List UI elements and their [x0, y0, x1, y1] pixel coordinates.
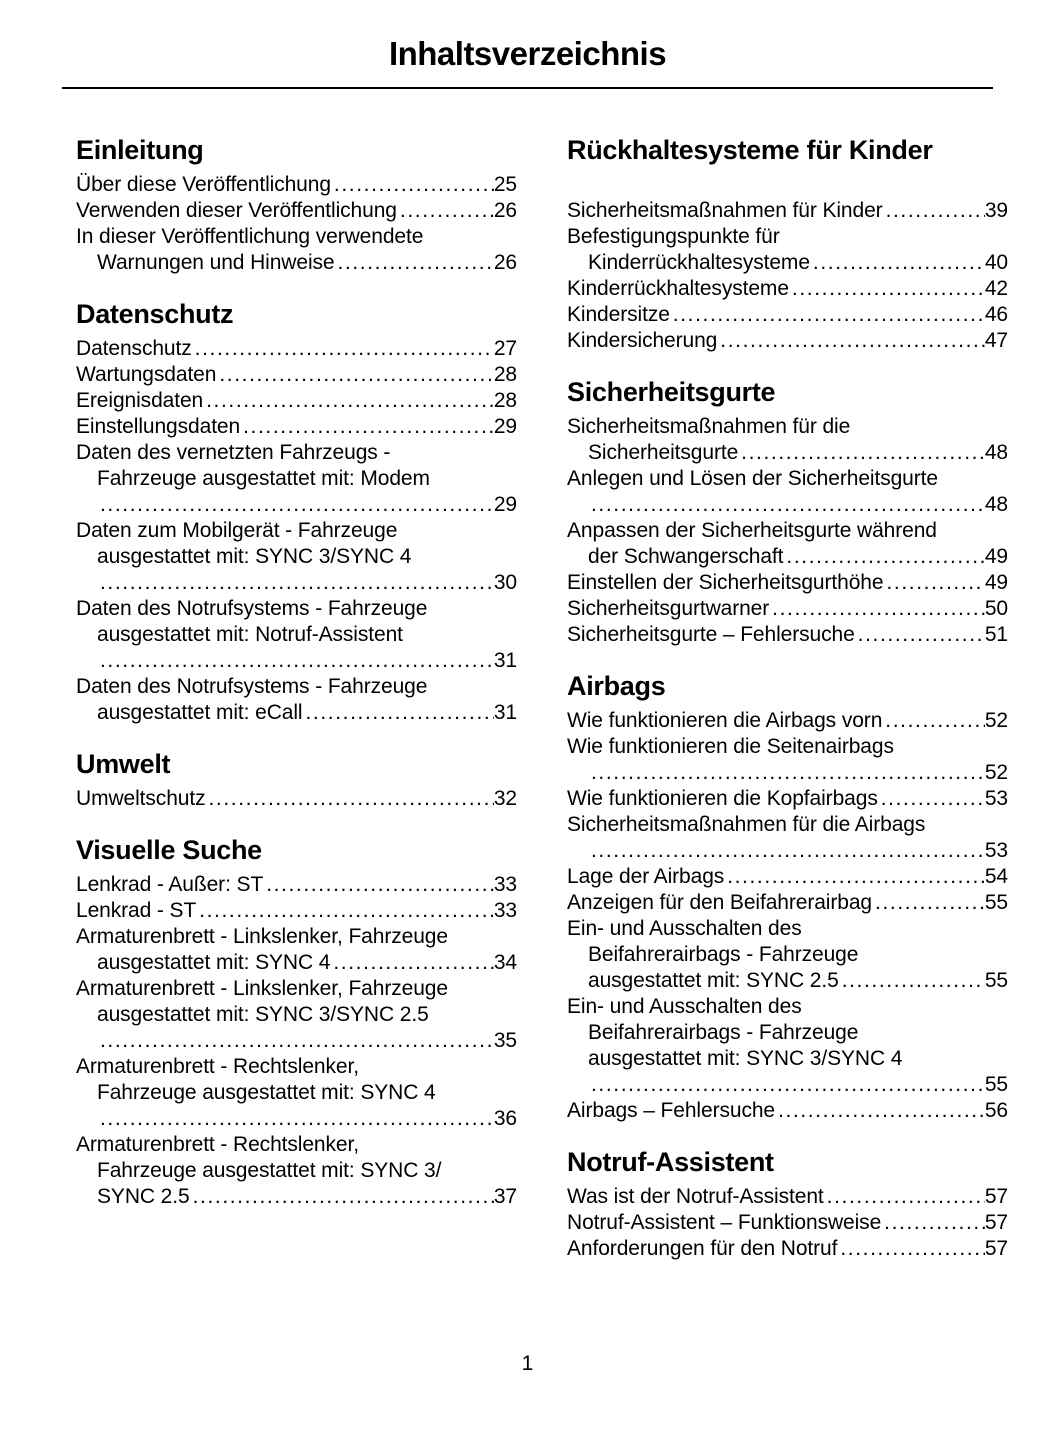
page-ref: 48	[984, 493, 1008, 516]
page-ref: 27	[493, 337, 517, 360]
dot-leader	[670, 302, 985, 328]
entry-line: Daten des Notrufsystems - Fahrzeuge	[76, 675, 428, 698]
entry-line	[567, 864, 1008, 890]
entry-text: ausgestattet mit: SYNC 2.5	[588, 969, 839, 992]
entry-text: Lenkrad - Außer: ST	[76, 873, 264, 896]
entry-text: Anforderungen für den Notruf	[567, 1237, 838, 1260]
entry-line	[76, 336, 517, 362]
entry-line	[567, 760, 1008, 786]
entry-line: Beifahrerairbags - Fahrzeuge	[588, 1021, 859, 1044]
page-ref: 31	[493, 701, 517, 724]
entry-line	[76, 872, 517, 898]
toc-entry[interactable]	[76, 924, 517, 976]
toc-entry[interactable]	[567, 224, 1008, 276]
toc-entry[interactable]	[567, 812, 1008, 864]
entry-line	[76, 414, 517, 440]
entry-text: Lage der Airbags	[567, 865, 725, 888]
toc-columns	[0, 89, 1055, 1262]
toc-column	[567, 134, 1008, 1262]
toc-section	[76, 834, 517, 1210]
toc-entry[interactable]	[567, 864, 1008, 890]
entry-text: Notruf-Assistent – Funktionsweise	[567, 1211, 882, 1234]
toc-entry[interactable]	[567, 890, 1008, 916]
toc-column	[76, 134, 517, 1262]
entry-text: Airbags – Fehlersuche	[567, 1099, 776, 1122]
entry-line: Wie funktionieren die Seitenairbags	[567, 735, 894, 758]
toc-entry[interactable]	[567, 1184, 1008, 1210]
dot-leader	[588, 760, 985, 786]
entry-text: Kinderrückhaltesysteme	[567, 277, 789, 300]
page-ref: 29	[493, 415, 517, 438]
page-ref: 57	[984, 1211, 1008, 1234]
toc-entry[interactable]	[567, 518, 1008, 570]
dot-leader	[97, 648, 494, 674]
entry-line: Sicherheitsmaßnahmen für die Airbags	[567, 813, 926, 836]
entry-text: Was ist der Notruf-Assistent	[567, 1185, 824, 1208]
toc-entry[interactable]	[76, 440, 517, 518]
toc-entry[interactable]	[76, 414, 517, 440]
page-ref: 49	[984, 545, 1008, 568]
page-ref: 57	[984, 1185, 1008, 1208]
dot-leader	[738, 440, 985, 466]
entry-text: ausgestattet mit: eCall	[97, 701, 303, 724]
page-ref: 40	[984, 251, 1008, 274]
entry-line: ausgestattet mit: SYNC 3/SYNC 2.5	[97, 1003, 429, 1026]
page-ref: 26	[493, 251, 517, 274]
toc-entry[interactable]	[76, 388, 517, 414]
toc-entry[interactable]	[76, 976, 517, 1054]
entry-line	[76, 570, 517, 596]
entry-line	[76, 950, 517, 976]
entry-text: Umweltschutz	[76, 787, 206, 810]
toc-entry[interactable]	[567, 414, 1008, 466]
toc-entry[interactable]	[76, 786, 517, 812]
page-number: 1	[521, 1352, 534, 1375]
entry-line: Armaturenbrett - Linkslenker, Fahrzeuge	[76, 977, 448, 1000]
dot-leader	[717, 328, 985, 354]
entry-text: ausgestattet mit: SYNC 4	[97, 951, 331, 974]
entry-line	[567, 838, 1008, 864]
dot-leader	[192, 336, 494, 362]
entry-line: Daten des vernetzten Fahrzeugs -	[76, 441, 391, 464]
dot-leader	[216, 362, 493, 388]
entry-text: Ereignisdaten	[76, 389, 204, 412]
entry-text: Einstellungsdaten	[76, 415, 241, 438]
dot-leader	[335, 250, 494, 276]
entry-line	[567, 1210, 1008, 1236]
toc-entry[interactable]	[567, 570, 1008, 596]
entry-line: Beifahrerairbags - Fahrzeuge	[588, 943, 859, 966]
toc-section	[76, 748, 517, 812]
dot-leader	[206, 786, 494, 812]
entry-line	[567, 1184, 1008, 1210]
dot-leader	[190, 1184, 494, 1210]
entry-line	[567, 1236, 1008, 1262]
page-ref: 47	[984, 329, 1008, 352]
page-ref: 33	[493, 873, 517, 896]
page-ref: 39	[984, 199, 1008, 222]
entry-text: Wie funktionieren die Airbags vorn	[567, 709, 883, 732]
entry-line: Anlegen und Lösen der Sicherheitsgurte	[567, 467, 938, 490]
entry-line	[567, 1072, 1008, 1098]
entry-line: Ein- und Ausschalten des	[567, 995, 802, 1018]
dot-leader	[97, 1106, 494, 1132]
toc-entry[interactable]	[567, 276, 1008, 302]
dot-leader	[783, 544, 984, 570]
entry-text: der Schwangerschaft	[588, 545, 784, 568]
page-ref: 30	[493, 571, 517, 594]
toc-entry[interactable]	[76, 1132, 517, 1210]
dot-leader	[97, 492, 494, 518]
toc-entry[interactable]	[567, 786, 1008, 812]
entry-text: Sicherheitsgurte – Fehlersuche	[567, 623, 855, 646]
page-title: Inhaltsverzeichnis	[388, 35, 667, 72]
entry-line	[567, 1098, 1008, 1124]
page-ref: 29	[493, 493, 517, 516]
dot-leader	[824, 1184, 985, 1210]
toc-entry[interactable]	[567, 622, 1008, 648]
entry-text: Verwenden dieser Veröffentlichung	[76, 199, 397, 222]
entry-text: Wartungsdaten	[76, 363, 217, 386]
toc-entry[interactable]	[567, 596, 1008, 622]
entry-line	[76, 1028, 517, 1054]
toc-entry[interactable]	[567, 328, 1008, 354]
entry-line: Ein- und Ausschalten des	[567, 917, 802, 940]
entry-line: Fahrzeuge ausgestattet mit: Modem	[97, 467, 430, 490]
page-ref: 48	[984, 441, 1008, 464]
entry-line	[567, 250, 1008, 276]
entry-line: ausgestattet mit: SYNC 3/SYNC 4	[97, 545, 412, 568]
entry-line	[567, 198, 1008, 224]
entry-text: Kinderrückhaltesysteme	[588, 251, 810, 274]
entry-line: Daten des Notrufsystems - Fahrzeuge	[76, 597, 428, 620]
entry-line	[76, 898, 517, 924]
page-ref: 36	[493, 1107, 517, 1130]
page-ref: 28	[493, 363, 517, 386]
entry-line	[567, 786, 1008, 812]
toc-entry[interactable]	[567, 198, 1008, 224]
toc-entry[interactable]	[567, 1236, 1008, 1262]
toc-entry[interactable]	[567, 466, 1008, 518]
dot-leader	[837, 1236, 984, 1262]
entry-line	[76, 388, 517, 414]
dot-leader	[203, 388, 494, 414]
dot-leader	[97, 570, 494, 596]
entry-line: ausgestattet mit: SYNC 3/SYNC 4	[588, 1047, 903, 1070]
toc-section	[567, 670, 1008, 1124]
entry-line	[76, 362, 517, 388]
page-ref: 49	[984, 571, 1008, 594]
dot-leader	[810, 250, 985, 276]
dot-leader	[330, 950, 493, 976]
entry-line: Fahrzeuge ausgestattet mit: SYNC 3/	[97, 1159, 442, 1182]
dot-leader	[789, 276, 985, 302]
entry-line: Armaturenbrett - Linkslenker, Fahrzeuge	[76, 925, 448, 948]
dot-leader	[588, 492, 985, 518]
toc-entry[interactable]	[567, 994, 1008, 1098]
page-ref: 33	[493, 899, 517, 922]
entry-line	[76, 700, 517, 726]
section-heading: Einleitung	[76, 135, 204, 165]
section-heading: Sicherheitsgurte	[567, 377, 776, 407]
page-ref: 34	[493, 951, 517, 974]
page-ref: 52	[984, 761, 1008, 784]
page-ref: 57	[984, 1237, 1008, 1260]
entry-line: Armaturenbrett - Rechtslenker,	[76, 1055, 359, 1078]
page-ref: 54	[984, 865, 1008, 888]
entry-line	[567, 968, 1008, 994]
entry-text: Kindersicherung	[567, 329, 718, 352]
toc-section	[567, 1146, 1008, 1262]
entry-line	[567, 596, 1008, 622]
entry-line	[76, 492, 517, 518]
entry-line	[567, 440, 1008, 466]
page-ref: 28	[493, 389, 517, 412]
entry-text: Sicherheitsmaßnahmen für Kinder	[567, 199, 883, 222]
entry-text: Datenschutz	[76, 337, 192, 360]
page-ref: 55	[984, 1073, 1008, 1096]
page-ref: 52	[984, 709, 1008, 732]
page-ref: 37	[493, 1185, 517, 1208]
toc-section	[76, 298, 517, 726]
entry-line	[76, 198, 517, 224]
entry-line: Daten zum Mobilgerät - Fahrzeuge	[76, 519, 398, 542]
entry-text: Anzeigen für den Beifahrerairbag	[567, 891, 873, 914]
entry-line	[76, 250, 517, 276]
toc-entry[interactable]	[76, 224, 517, 276]
entry-line	[567, 622, 1008, 648]
toc-entry[interactable]	[76, 1054, 517, 1132]
dot-leader	[331, 172, 494, 198]
dot-leader	[881, 1210, 985, 1236]
entry-text: Kindersitze	[567, 303, 670, 326]
entry-text: Wie funktionieren die Kopfairbags	[567, 787, 878, 810]
entry-line: Fahrzeuge ausgestattet mit: SYNC 4	[97, 1081, 436, 1104]
dot-leader	[883, 570, 984, 596]
dot-leader	[302, 700, 493, 726]
toc-entry[interactable]	[567, 302, 1008, 328]
entry-line	[76, 648, 517, 674]
toc-section	[76, 134, 517, 276]
toc-entry[interactable]	[76, 518, 517, 596]
toc-section	[567, 376, 1008, 648]
dot-leader	[240, 414, 494, 440]
dot-leader	[839, 968, 985, 994]
toc-entry[interactable]	[76, 362, 517, 388]
dot-leader	[883, 198, 985, 224]
toc-entry[interactable]	[76, 336, 517, 362]
entry-line: Befestigungspunkte für	[567, 225, 780, 248]
toc-entry[interactable]	[567, 1098, 1008, 1124]
page-ref: 50	[984, 597, 1008, 620]
page-ref: 51	[984, 623, 1008, 646]
page-ref: 55	[984, 891, 1008, 914]
entry-text: Einstellen der Sicherheitsgurthöhe	[567, 571, 884, 594]
toc-entry[interactable]	[567, 734, 1008, 786]
section-heading: Notruf-Assistent	[567, 1147, 774, 1177]
toc-entry[interactable]	[567, 916, 1008, 994]
entry-line	[567, 328, 1008, 354]
toc-entry[interactable]	[76, 674, 517, 726]
dot-leader	[855, 622, 985, 648]
entry-line	[567, 492, 1008, 518]
page-ref: 55	[984, 969, 1008, 992]
entry-line	[76, 172, 517, 198]
section-heading: Datenschutz	[76, 299, 234, 329]
dot-leader	[588, 1072, 985, 1098]
entry-line	[567, 570, 1008, 596]
entry-line: Anpassen der Sicherheitsgurte während	[567, 519, 937, 542]
entry-line	[567, 544, 1008, 570]
entry-line: In dieser Veröffentlichung verwendete	[76, 225, 424, 248]
dot-leader	[724, 864, 985, 890]
entry-text: Warnungen und Hinweise	[97, 251, 335, 274]
entry-line: Armaturenbrett - Rechtslenker,	[76, 1133, 359, 1156]
page-ref: 53	[984, 787, 1008, 810]
page-ref: 42	[984, 277, 1008, 300]
page-ref: 26	[493, 199, 517, 222]
dot-leader	[588, 838, 985, 864]
toc-entry[interactable]	[76, 872, 517, 898]
dot-leader	[872, 890, 985, 916]
section-heading: Rückhaltesysteme für Kinder	[567, 135, 933, 165]
page-ref: 53	[984, 839, 1008, 862]
dot-leader	[196, 898, 494, 924]
dot-leader	[97, 1028, 494, 1054]
entry-line	[567, 708, 1008, 734]
entry-line	[76, 786, 517, 812]
section-heading: Airbags	[567, 671, 666, 701]
toc-entry[interactable]	[76, 898, 517, 924]
entry-line	[567, 890, 1008, 916]
toc-entry[interactable]	[76, 198, 517, 224]
toc-entry[interactable]	[567, 708, 1008, 734]
entry-line	[567, 276, 1008, 302]
dot-leader	[882, 708, 985, 734]
dot-leader	[769, 596, 985, 622]
section-heading: Visuelle Suche	[76, 835, 262, 865]
dot-leader	[775, 1098, 985, 1124]
entry-text: Über diese Veröffentlichung	[76, 173, 331, 196]
toc-section	[567, 134, 1008, 354]
entry-line: Sicherheitsmaßnahmen für die	[567, 415, 851, 438]
toc-entry[interactable]	[76, 172, 517, 198]
entry-text: Lenkrad - ST	[76, 899, 197, 922]
dot-leader	[397, 198, 494, 224]
entry-line	[76, 1106, 517, 1132]
entry-line	[567, 302, 1008, 328]
page-ref: 25	[493, 173, 517, 196]
page-ref: 35	[493, 1029, 517, 1052]
entry-text: Sicherheitsgurte	[588, 441, 739, 464]
page-ref: 56	[984, 1099, 1008, 1122]
page-ref: 32	[493, 787, 517, 810]
page-ref: 46	[984, 303, 1008, 326]
section-heading: Umwelt	[76, 749, 171, 779]
entry-line: ausgestattet mit: Notruf-Assistent	[97, 623, 403, 646]
toc-entry[interactable]	[76, 596, 517, 674]
dot-leader	[263, 872, 494, 898]
dot-leader	[878, 786, 985, 812]
entry-text: SYNC 2.5	[97, 1185, 190, 1208]
toc-entry[interactable]	[567, 1210, 1008, 1236]
entry-text: Sicherheitsgurtwarner	[567, 597, 770, 620]
page-ref: 31	[493, 649, 517, 672]
entry-line	[76, 1184, 517, 1210]
